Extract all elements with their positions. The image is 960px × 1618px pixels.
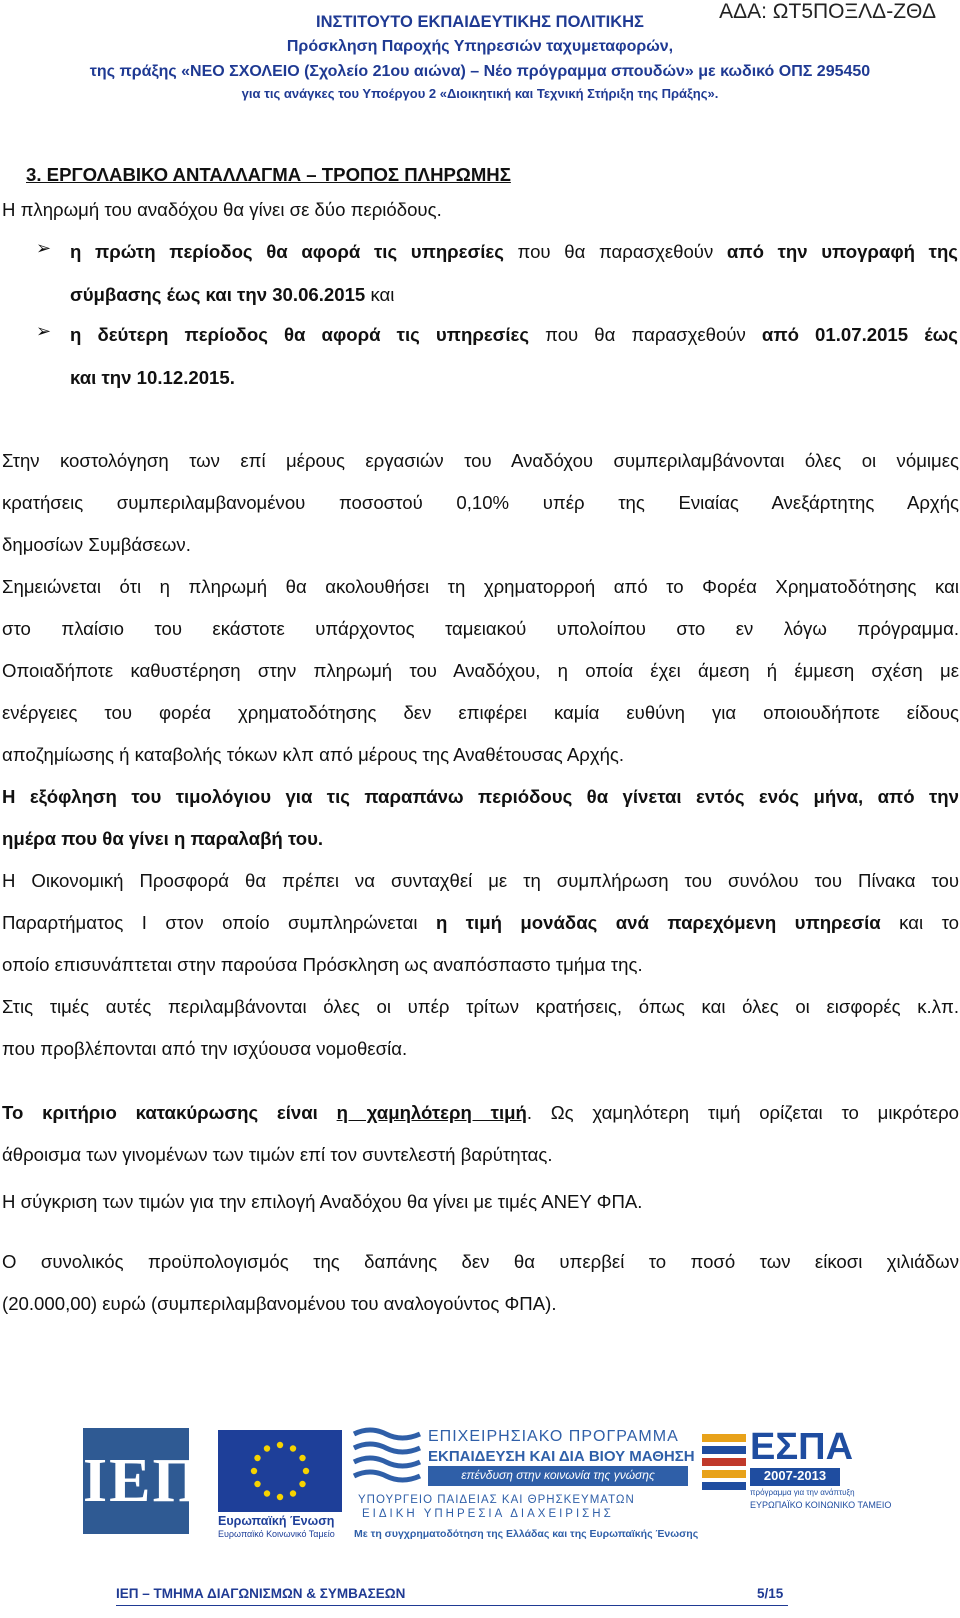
funding-line-1: Σημειώνεται ότι η πληρωμή θα ακολουθήσει τη χρηματορροή από το Φορέα Χρηματοδότησης και [2,576,959,597]
funding-line-3: Οποιαδήποτε καθυστέρηση στην πληρωμή του Αναδόχου, η οποία έχει άμεση ή έμμεση σχέση με [2,660,959,681]
espa-logo: ΕΣΠΑ 2007-2013 πρόγραμμα για την ανάπτυξη ΕΥΡΩΠΑΪΚΟ ΚΟΙΝΩΝΙΚΟ ΤΑΜΕΙΟ [702,1426,842,1536]
bullet-1-line-1: η πρώτη περίοδος θα αφορά τις υπηρεσίες που θα παρασχεθούν από την υπογραφή της [70,241,958,262]
budget-line-2: (20.000,00) ευρώ (συμπεριλαμβανομένου του αναλογούντος ΦΠΑ). [2,1293,557,1314]
prices-line-2: που προβλέπονται από την ισχύουσα νομοθεσία. [2,1038,408,1059]
criterion-line-2: άθροισμα των γινομένων των τιμών επί τον συντελεστή βαρύτητας. [2,1144,553,1165]
espa-stripes-icon [702,1434,746,1490]
eu-name: Ευρωπαϊκή Ένωση [218,1514,335,1528]
header-institute: ΙΝΣΤΙΤΟΥΤΟ ΕΚΠΑΙΔΕΥΤΙΚΗΣ ΠΟΛΙΤΙΚΗΣ [316,13,644,31]
funding-line-2: στο πλαίσιο του εκάστοτε υπάρχοντος ταμειακού υπολοίπου στο εν λόγω πρόγραμμα. [2,618,959,639]
offer-line-3: οποίο επισυνάπτεται στην παρούσα Πρόσκληση ως αναπόσπαστο τμήμα της. [2,954,643,975]
prices-line-1: Στις τιμές αυτές περιλαμβάνονται όλες οι υπέρ τρίτων κρατήσεις, όπως και όλες οι εισφορές κ.λπ. [2,996,959,1017]
iep-logo: ΙΕΠ [83,1428,189,1534]
bullet-item-2 [0,313,960,399]
criterion-line-1: Το κριτήριο κατακύρωσης είναι η χαμηλότερη τιμή. Ως χαμηλότερη τιμή ορίζεται το μικρότερο [2,1102,959,1123]
offer-line-1: Η Οικονομική Προσφορά θα πρέπει να συνταχθεί με τη συμπλήρωση του συνόλου του Πίνακα του [2,870,959,891]
vat-paragraph: Η σύγκριση των τιμών για την επιλογή Αναδόχου θα γίνει με τιμές ΑΝΕΥ ΦΠΑ. [2,1191,643,1212]
operational-programme-logo: ΕΠΙΧΕΙΡΗΣΙΑΚΟ ΠΡΟΓΡΑΜΜΑ ΕΚΠΑΙΔΕΥΣΗ ΚΑΙ ΔΙΑ ΒΙΟΥ ΜΑΘΗΣΗ επένδυση στην κοινωνία της γνώσης ΥΠΟΥΡΓΕΙΟ ΠΑΙΔΕΙΑΣ ΚΑΙ ΘΡΗΣΚΕΥΜΑΤΩΝ ΕΙΔΙΚΗ ΥΠΗΡΕΣΙΑ ΔΙΑΧΕΙΡΙΣΗΣ Με τη συγχρηματοδότηση της Ελλάδας και της Ευρωπαϊκής Ένωσης [350,1424,690,1544]
arrow-bullet-icon: ➢ [36,321,52,341]
costing-line-1: Στην κοστολόγηση των επί μέρους εργασιών του Αναδόχου συμπεριλαμβάνονται όλες οι νόμιμες [2,450,959,471]
header-line-3: της πράξης «ΝΕΟ ΣΧΟΛΕΙΟ (Σχολείο 21ου αιώνα) – Νέο πρόγραμμα σπουδών» με κωδικό ΟΠΣ 295450 [89,63,871,80]
ada-code: ΑΔΑ: ΩΤ5ΠΟΞΛΔ-ΖΘΔ [719,0,936,23]
page-number: 5/15 [757,1586,784,1601]
page-header [0,0,960,110]
costing-line-3: δημοσίων Συμβάσεων. [2,534,191,555]
bullet-2-line-2: και την 10.12.2015. [70,367,235,388]
waves-icon [350,1424,426,1486]
bullet-1-line-2: σύμβασης έως και την 30.06.2015 και [70,284,395,305]
eu-fund: Ευρωπαϊκό Κοινωνικό Ταμείο [218,1529,335,1539]
funding-line-4: ενέργειες του φορέα χρηματοδότησης δεν επιφέρει καμία ευθύνη για οποιουδήποτε είδους [2,702,959,723]
logos-strip [0,1412,960,1552]
funding-line-5: αποζημίωσης ή καταβολής τόκων κλπ από μέρους της Αναθέτουσας Αρχής. [2,744,625,765]
header-line-2: Πρόσκληση Παροχής Υπηρεσιών ταχυμεταφορών, [286,38,674,55]
section-title: 3. ΕΡΓΟΛΑΒΙΚΟ ΑΝΤΑΛΛΑΓΜΑ – ΤΡΟΠΟΣ ΠΛΗΡΩΜΗΣ [26,164,511,185]
intro-paragraph: Η πληρωμή του αναδόχου θα γίνει σε δύο περιόδους. [2,199,442,220]
invoice-line-2: ημέρα που θα γίνει η παραλαβή του. [2,828,324,849]
invoice-line-1: Η εξόφληση του τιμολόγιου για τις παραπάνω περιόδους θα γίνεται εντός ενός μήνα, από την [2,786,959,807]
costing-line-2: κρατήσεις συμπεριλαμβανομένου ποσοστού 0,10% υπέρ της Ενιαίας Ανεξάρτητης Αρχής [2,492,959,513]
bullet-2-line-1: η δεύτερη περίοδος θα αφορά τις υπηρεσίες που θα παρασχεθούν από 01.07.2015 έως [70,324,958,345]
footer-rule [116,1605,788,1606]
budget-line-1: Ο συνολικός προϋπολογισμός της δαπάνης δεν θα υπερβεί το ποσό των είκοσι χιλιάδων [2,1251,959,1272]
eu-flag-icon [218,1430,342,1512]
offer-line-2: Παραρτήματος Ι στον οποίο συμπληρώνεται η τιμή μονάδας ανά παρεχόμενη υπηρεσία και το [2,912,959,933]
footer-department: ΙΕΠ – ΤΜΗΜΑ ΔΙΑΓΩΝΙΣΜΩΝ & ΣΥΜΒΑΣΕΩΝ [116,1586,406,1601]
header-line-4: για τις ανάγκες του Υποέργου 2 «Διοικητική και Τεχνική Στήριξη της Πράξης». [241,86,719,101]
bullet-item-1 [0,230,960,316]
arrow-bullet-icon: ➢ [36,238,52,258]
